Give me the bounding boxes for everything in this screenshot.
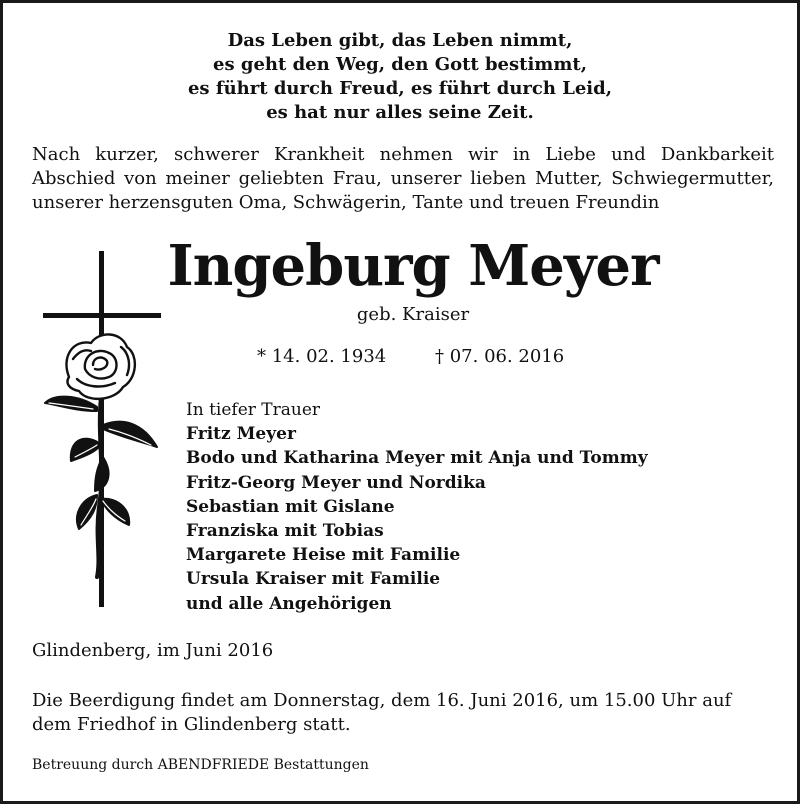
deceased-name: Ingeburg Meyer xyxy=(167,233,659,299)
funeral-info xyxy=(32,689,778,737)
undertaker-credit: Betreuung durch ABENDFRIEDE Bestattungen xyxy=(32,757,369,773)
death-date: † 07. 06. 2016 xyxy=(435,346,565,367)
poem-line: es geht den Weg, den Gott bestimmt, xyxy=(213,54,587,75)
birth-name: geb. Kraiser xyxy=(356,304,470,325)
birth-date: * 14. 02. 1934 xyxy=(257,346,387,367)
mourners-list xyxy=(186,398,746,616)
mourner-name: Fritz Meyer xyxy=(186,424,296,445)
mourner-name: Margarete Heise mit Familie xyxy=(186,545,461,566)
funeral-line: Die Beerdigung findet am Donnerstag, dem 16. Juni 2016, um 15.00 Uhr auf xyxy=(32,690,732,711)
mourner-name: Sebastian mit Gislane xyxy=(186,496,395,517)
mourners-heading: In tiefer Trauer xyxy=(186,400,321,420)
intro-line: Nach kurzer, schwerer Krankheit nehmen wir in Liebe und Dankbarkeit xyxy=(32,144,774,165)
poem xyxy=(3,29,797,125)
mourner-name: Fritz-Georg Meyer und Nordika xyxy=(186,472,486,493)
mourner-name: Ursula Kraiser mit Familie xyxy=(186,569,441,590)
poem-line: Das Leben gibt, das Leben nimmt, xyxy=(227,30,573,51)
poem-line: es führt durch Freud, es führt durch Leid, xyxy=(187,78,612,99)
intro-line: Abschied von meiner geliebten Frau, unserer lieben Mutter, Schwiegermutter, xyxy=(32,168,774,189)
mourner-name: Franziska mit Tobias xyxy=(186,521,384,542)
funeral-line: dem Friedhof in Glindenberg statt. xyxy=(32,714,351,735)
poem-line: es hat nur alles seine Zeit. xyxy=(266,102,534,123)
mourner-name: Bodo und Katharina Meyer mit Anja und Tommy xyxy=(186,448,648,469)
intro-text xyxy=(32,143,774,215)
intro-line: unserer herzensguten Oma, Schwägerin, Tante und treuen Freundin xyxy=(32,192,660,213)
place-and-date: Glindenberg, im Juni 2016 xyxy=(32,640,274,661)
mourner-name: und alle Angehörigen xyxy=(186,593,392,614)
